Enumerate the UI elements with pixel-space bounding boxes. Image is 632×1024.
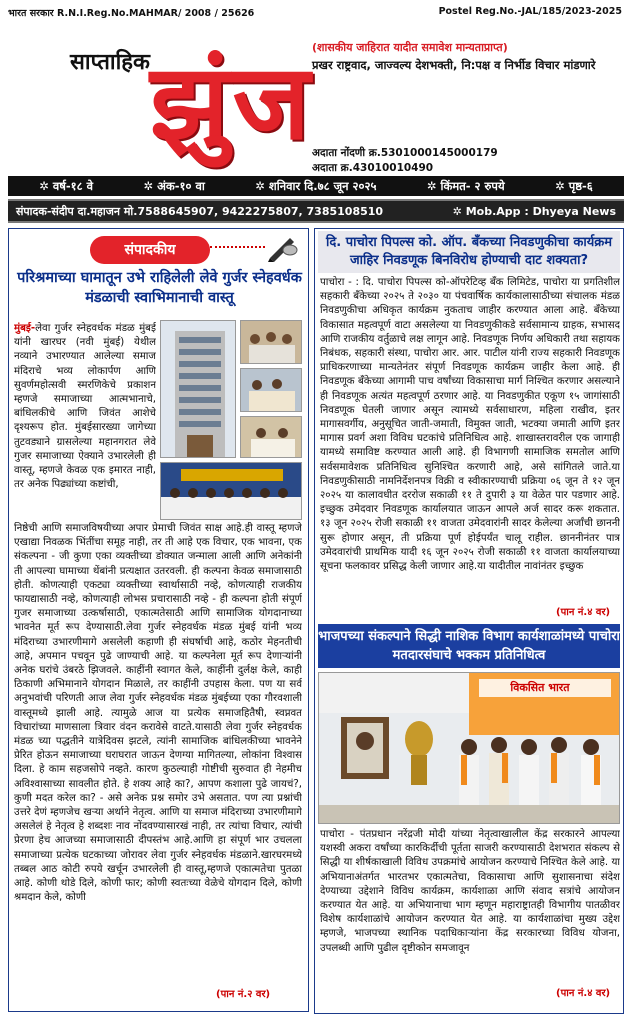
editor-contact: संपादक-संदीप दा.महाजन मो.7588645907, 9422275807, 7385108510 (16, 204, 384, 218)
page-count: ✲ पृष्ठ-६ (555, 178, 593, 193)
stage-group-photo (160, 462, 302, 520)
photo-banner-text: विकसित भारत (510, 681, 570, 694)
ceremony-photo-2 (240, 368, 302, 412)
ceremony-photo-1 (240, 320, 302, 364)
editorial-intro-paragraph (14, 322, 156, 522)
dateline: मुंबई- (14, 323, 36, 334)
masthead-title: झुंज (150, 40, 314, 163)
continued-link[interactable]: (पान नं.४ वर) (556, 607, 611, 618)
intro-text: लेवा गुर्जर स्नेहवर्धक मंडळ मुंबई यांनी खारघर (नवी मुंबई) येथील नव्याने उभारण्यात आलेल्या समाज मंदिराचे भव्य लोकार्पण आणि सुवर्णमहोत्सवी स्मरणिकेचे प्रकाशन म्हणजे समाजाच्या आत्मभानाचे, बांधिलकीचे आणि जिवंत आशेचे दृश्यरूप होत. मुंबईसारख्या जागेच्या तुटवड्याने ग्रासलेल्या महानगरात लेवे गुजर समाजाच्या ऐक्याने उभारलेली ही वास्तू, म्हणजे केवळ एक इमारत नाही, तर अनेक पिढ्यांच्या कष्टांची, (14, 323, 156, 491)
tagline: प्रखर राष्ट्रवाद, जाज्वल्य देशभक्ती, नि:पक्ष व निर्भीड विचार मांडणारे (312, 58, 596, 72)
bjp-workshop-article: पाचोरा - पंतप्रधान नरेंद्रजी मोदी यांच्या नेतृत्वाखालील केंद्र सरकारने आपल्या यशस्वी अकरा वर्षांच्या कारकिर्दीची पूर्तता साजरी करण्यासाठी देशभरात संकल्प से सिद्धी या शीर्षकाखाली विविध उपक्रमांचे आयोजन करण्याचे निश्चित केले आहे. या अभियानाअंतर्गत भारतभर एकात्मतेचा, विकासाचा आणि सुशासनाचा संदेश देण्याच्या उद्देशाने विविध कार्यक्रम, कार्यशाळा आणि संवाद सत्रांचे आयोजन करण्यात येत आहे. या अभियानाचा भाग म्हणून महाराष्ट्रातही विभागीय पातळीवर विशेष कार्यशाळांचे आयोजन करण्यात येत आहे. या कार्यशाळांचा मुख्य उद्देश म्हणजे, भाजपच्या स्थानिक पदाधिकाऱ्यांना केंद्र सरकारच्या विविध योजना, उपलब्धी आणि पुढील दृष्टीकोन समजावून (320, 829, 620, 954)
editorial-body-paragraph: निष्ठेची आणि समाजविषयीच्या अपार प्रेमाची जिवंत साक्ष आहे.ही वास्तू म्हणजे एखाद्या निवळक भिंतींचा समूह नाही, तर ती आहे एक विचार, एक भावना, एक संकल्पना - जी कुणा एका व्यक्तीच्या डोक्यात जन्माला आली आणि अनेकांनी ती आपल्या घामाच्या थेंबांनी प्रत्यक्षात उतरवली. ही कल्पना केवळ समाजासाठी होती. कोणत्याही एकट्या व्यक्तीच्या स्वार्थासाठी नव्हे, कोणत्याही राजकीय फायद्यासाठी नव्हे, कोणत्याही लोभस प्रचारासाठी नव्हे - ही कल्पना होती संपूर्ण गुजर समाजाच्या उत्कर्षासाठी, एकात्मतेसाठी आणि सामाजिक योगदानाच्या भावनेत मूर्त रूप देण्यासाठी.लेवा गुर्जर स्नेहवर्धक मंडळ मुंबई यांनी भव्य मंदिराच्या उभारणीमागे असलेली कहाणी ही संघर्षाची आहे, कठोर मेहनतीची आहे, अपमान पचवून पुढे जाण्याची आहे. या कल्पनेला मूर्त रूप देणाऱ्यांनी अनेक घरांचे उंबरठे झिजवले. काहींनी स्वागत केले, काहींनी दुर्लक्ष केले, काही ठिकाणी अभिमानाने योगदान मिळाले, तर काहींनी उपहास केला. पण या सर्व अनुभवांची परिणती आज लेवा गुर्जर स्नेहवर्धक मंडळ मुंबईच्या एका गौरवशाली वास्तूमध्ये झाली आहे. त्यामुळे आज या प्रत्येक समाजहितैषी, स्वप्नवत विचारांच्या माणसाला त्रिवार वंदन करावेसे वाटते.यासाठी लेवा गुर्जर स्नेहवर्धक मंडळ च्या पद्धतीने यात्रेदिवस झटले, त्यांनी सामाजिक बांधिलकीच्या भावनेने प्रेरित होऊन समाजाच्या घराघरात जाऊन देणग्या मागितल्या, लोकांना विश्वास दिला. हे काम सहजसोपे नव्हते. कारण कुठल्याही गोष्टीची सुरुवात ही नेहमीच अविश्वासाच्या सावलीत होते. हे शक्य आहे का?, आपण कशाला पुढे जायचं?, कुणी मदत करेल का? - असे अनेक प्रश्न समोर उभे असतात. पण त्या प्रश्नांची उत्तरे देणं म्हणजेच खऱ्या अर्थाने नेतृत्व. आणि या समाज मंदिराच्या उभारणीमागे असलेलं हे नेतृत्व हे शब्दशः नाव नोंदवण्यासारखं नाही, तर त्यांचा विचार, त्यांची प्रेरणा हेच आजच्या समाजासाठी दीपस्तंभ आहे.आणि हा संपूर्ण भार उचलला समाजाच्या प्रत्येक घटकाच्या जोरावर लेवा गुर्जर स्नेहवर्धक मंडळाने.खारघरमध्ये तब्बल आठ कोटी रुपये खर्चून उभारलेली ही वास्तू,म्हणजे एकात्मतेचा पुतळा आहे. कोणी थोडे दिले, कोणी फार; कोणी स्वतःच्या वेळेचे योगदान दिले, कोणी श्रमदान केले, कोणी (14, 523, 302, 904)
postal-registration: Postel Reg.No.-JAL/185/2023-2025 (438, 6, 622, 17)
bjp-workshop-headline: भाजपच्या संकल्पाने सिद्धी नाशिक विभाग कार्यशाळांमध्ये पाचोरा मतदारसंघाचे भक्कम प्रतिनिधित्व (318, 624, 620, 668)
ceremony-photo-3 (240, 416, 302, 458)
editorial-headline: परिश्रमाच्या घामातून उभे राहिलेली लेवे गुर्जर स्नेहवर्धक मंडळाची स्वाभिमानाची वास्तू (17, 270, 302, 306)
weekly-label: साप्ताहिक (70, 49, 150, 75)
issue-number: ✲ अंक-१० वा (143, 178, 205, 193)
issue-date: ✲ शनिवार दि.७८ जून २०२५ (255, 178, 377, 193)
adata-registration: अदाता नोंदणी क्र.5301000145000179 (312, 147, 498, 159)
app-name: ✲ Mob.App : Dhyeya News (452, 204, 616, 218)
issue-info-bar (8, 176, 624, 196)
bank-election-headline: दि. पाचोरा पिपल्स को. ऑप. बँकच्या निवडणुकीचा कार्यक्रम जाहिर निवडणूक बिनविरोध होण्याची दाट शक्यता? (318, 231, 620, 273)
price: ✲ किंमत- २ रुपये (426, 178, 505, 193)
editorial-badge: संपादकीय (90, 236, 210, 264)
volume: ✲ वर्ष-१८ वे (39, 178, 94, 193)
adata-number: अदाता क्र.43010010490 (312, 162, 434, 174)
continued-link[interactable]: (पान नं.४ वर) (556, 988, 611, 999)
continued-link[interactable]: (पान नं.२ वर) (216, 989, 271, 1000)
dotted-divider (210, 246, 265, 248)
building-photo (160, 320, 236, 458)
rni-registration: भारत सरकार R.N.I.Reg.No.MAHMAR/ 2008 / 25626 (8, 8, 255, 19)
pen-hand-icon (266, 232, 300, 262)
bank-election-article: पाचोरा - : दि. पाचोरा पिपल्स को-ऑपरेटिव्ह बँक लिमिटेड, पाचोरा या प्रगतिशील सहकारी बँकेच्या २०२५ ते २०३० या पंचवार्षिक कार्यकालासाठीच्या संचालक मंडळ निवडणुकीचा अधिकृत कार्यक्रम नुकताच जाहीर करण्यात आला आहे. बँकेच्या विकासात महत्वपूर्ण वाटा असलेल्या या निवडणुकीकडे सर्वसामान्य ग्राहक, सभासद आणि राजकीय वर्तुळाचे लक्ष लागून आहे. निवडणूक निर्णय अधिकारी तथा सहायक निबंधक, सहकारी संस्था, पाचोरा आर. आर. पाटील यांनी राज्य सहकारी निवडणूक प्राधिकरणाच्या मान्यतेनंतर संपूर्ण निवडणूक कार्यक्रम जाहीर केला आहे. ही निवडणूक बँकेच्या आगामी पाच वर्षांच्या विकासाचा मार्ग निश्चित करणार असल्याने ही निवडणूक अत्यंत महत्वपूर्ण ठरणार आहे. या निवडणुकीत एकूण १५ जागांसाठी निवडणूक घेतली जाणार असून त्यामध्ये सर्वसाधारण, महिला राखीव, इतर मागासवर्गीय, अनुसूचित जाती-जमाती, विमुक्त जाती, भटक्या जमाती आणि इतर मागास प्रवर्ग अशा विविध घटकांचे प्रतिनिधित्व आहे. शाखास्तरावरील एक जागाही यामध्ये समाविष्ट करण्यात आली आहे. ही विभागणी सामाजिक समतोल आणि सर्वसमावेशक प्रतिनिधित्व सुनिश्चित करणारी आहे, असे सांगितले जाते.या निवडणुकीसाठी नामनिर्देशनपत्र विक्री व स्वीकारण्याची प्रक्रिया ०६ जून ते १२ जून २०२५ या कालावधीत दररोज सकाळी ११ ते दुपारी ३ या वेळेत पार पडणार आहे. इच्छुक उमेदवार निवडणूक कार्यालयात जाऊन आपले अर्ज सादर करू शकतात. १३ जून २०२५ रोजी सकाळी ११ वाजता उमेदवारांनी सादर केलेल्या अर्जांची छाननी सुरू होणार असून, ती प्रक्रिया पूर्ण होईपर्यंत चालू राहील. छाननीनंतर पात्र उमेदवारांची प्राथमिक यादी १६ जून २०२५ रोजी सकाळी ११ वाजता कार्यालयाच्या सूचना फलकावर प्रसिद्ध केली जाणार आहे.या यादीतील नावांनंतर इच्छुक (320, 277, 620, 573)
editor-bar (8, 199, 624, 223)
govt-recognition-note: (शासकीय जाहिरात यादीत समावेश मान्यताप्राप्त) (312, 41, 508, 54)
